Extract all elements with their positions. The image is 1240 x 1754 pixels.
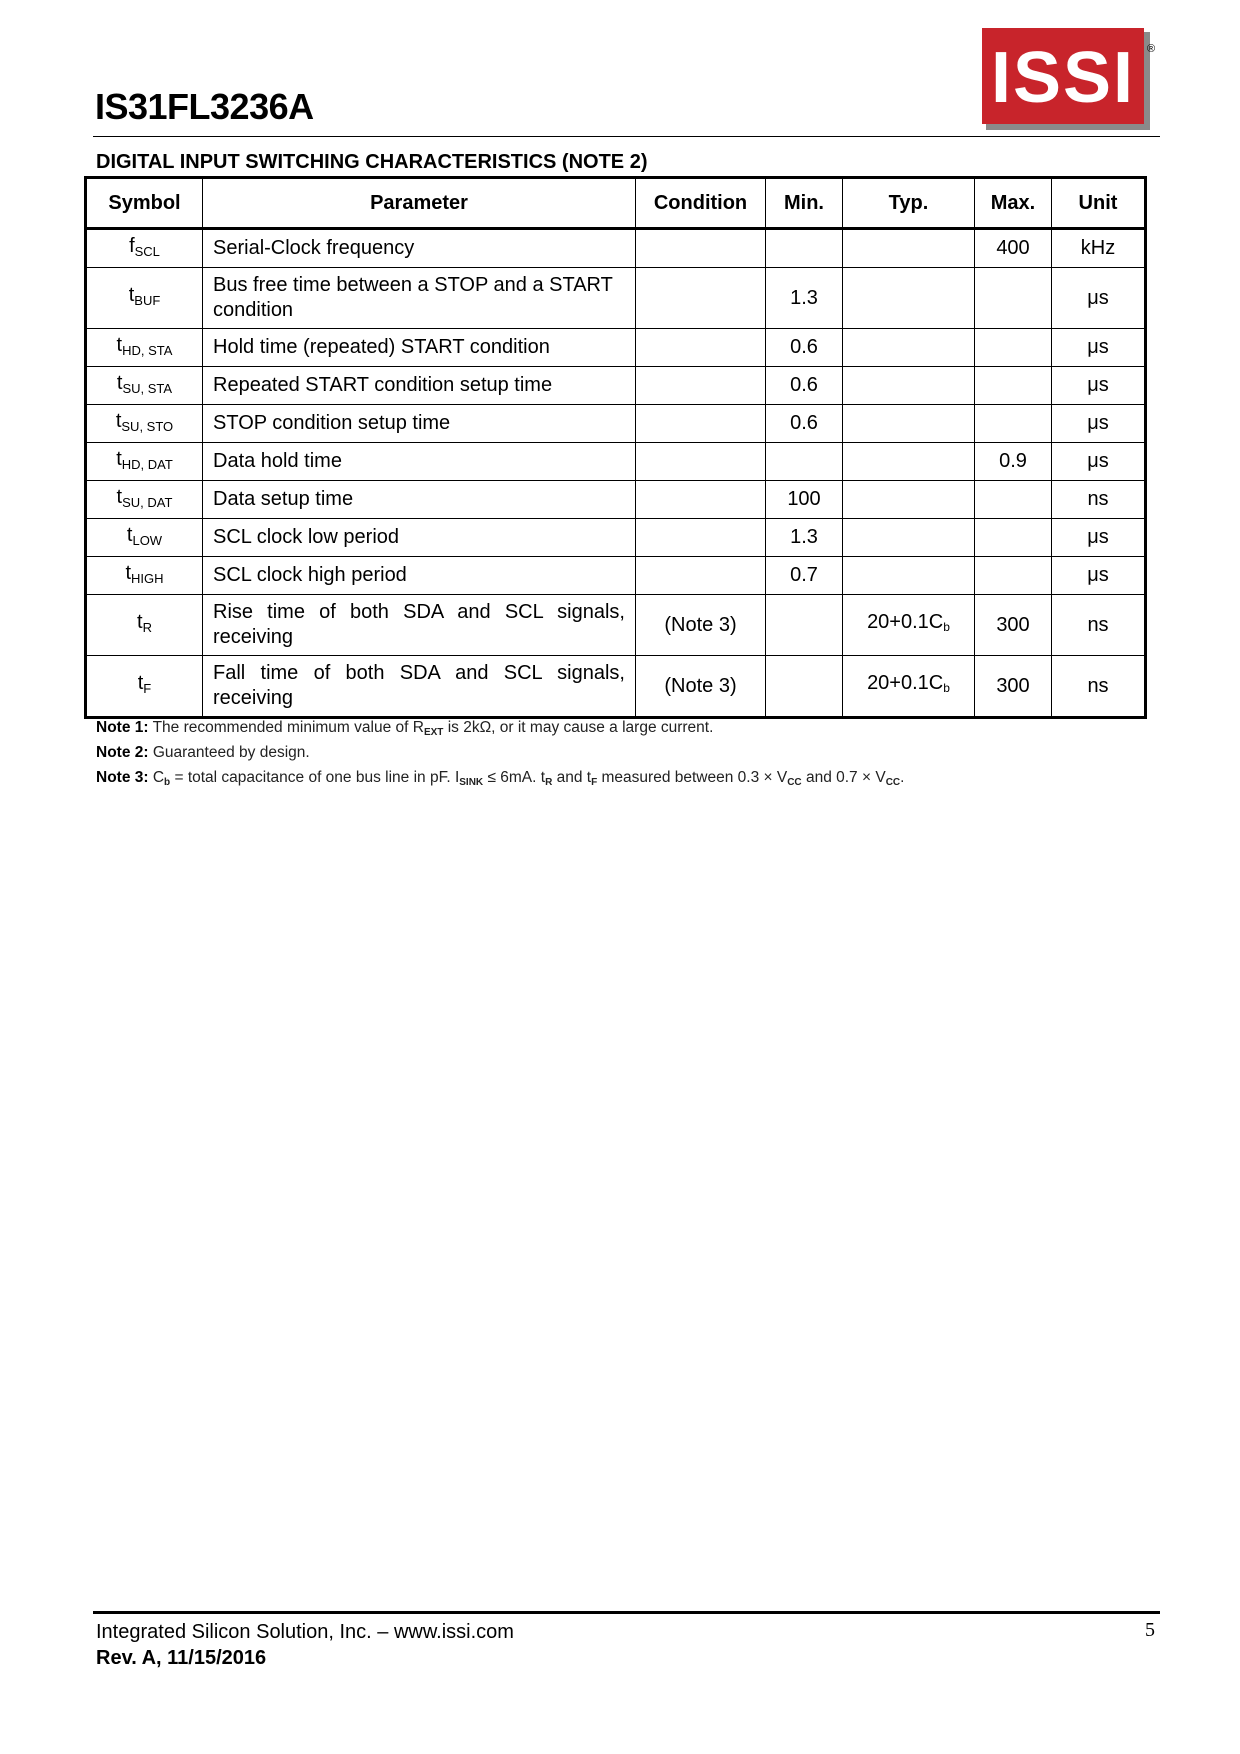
unit-cell: kHz — [1052, 229, 1146, 268]
max-cell — [975, 268, 1052, 329]
unit-cell: μs — [1052, 443, 1146, 481]
min-cell: 0.6 — [766, 329, 843, 367]
max-cell — [975, 557, 1052, 595]
max-cell — [975, 519, 1052, 557]
symbol-cell: $t_{BUF}$ — [86, 268, 203, 329]
unit-cell: μs — [1052, 519, 1146, 557]
unit-cell: μs — [1052, 367, 1146, 405]
footer-rule — [93, 1611, 1160, 1614]
typ-cell — [843, 519, 975, 557]
notes-section — [96, 715, 904, 790]
max-cell: 300 — [975, 595, 1052, 656]
table-row — [86, 519, 1146, 557]
condition-cell — [636, 268, 766, 329]
parameter-cell: SCL clock high period — [203, 557, 636, 595]
condition-cell — [636, 229, 766, 268]
min-cell: 100 — [766, 481, 843, 519]
min-cell — [766, 595, 843, 656]
condition-cell: (Note 3) — [636, 656, 766, 718]
header-rule — [93, 136, 1160, 137]
typ-cell — [843, 329, 975, 367]
parameter-cell: Data setup time — [203, 481, 636, 519]
typ-cell — [843, 367, 975, 405]
unit-cell: μs — [1052, 557, 1146, 595]
unit-cell: μs — [1052, 268, 1146, 329]
note-1: Note 1: The recommended minimum value of REXT is 2kΩ, or it may cause a large current. — [96, 719, 714, 738]
header-min: Min. — [766, 178, 843, 229]
header-max: Max. — [975, 178, 1052, 229]
symbol-cell: $t_R$ — [86, 595, 203, 656]
unit-cell: μs — [1052, 405, 1146, 443]
parameter-cell: STOP condition setup time — [203, 405, 636, 443]
typ-cell: 20+0.1Cb — [843, 595, 975, 656]
parameter-cell: Data hold time — [203, 443, 636, 481]
symbol-cell: $t_{LOW}$ — [86, 519, 203, 557]
symbol-cell: $t_{HIGH}$ — [86, 557, 203, 595]
parameter-cell: Bus free time between a STOP and a START condition — [203, 268, 636, 329]
typ-cell — [843, 229, 975, 268]
symbol-cell: $t_F$ — [86, 656, 203, 718]
typ-cell — [843, 405, 975, 443]
max-cell — [975, 329, 1052, 367]
document-title: IS31FL3236A — [95, 86, 314, 127]
parameter-cell: Serial-Clock frequency — [203, 229, 636, 268]
footer — [96, 1619, 514, 1671]
unit-cell: ns — [1052, 656, 1146, 718]
min-cell: 0.6 — [766, 405, 843, 443]
parameter-cell: Hold time (repeated) START condition — [203, 329, 636, 367]
symbol-cell: $t_{HD, DAT}$ — [86, 443, 203, 481]
max-cell — [975, 367, 1052, 405]
table-row — [86, 405, 1146, 443]
table-row — [86, 595, 1146, 656]
header-condition: Condition — [636, 178, 766, 229]
section-title: DIGITAL INPUT SWITCHING CHARACTERISTICS (NOTE 2) — [96, 151, 648, 173]
header-unit: Unit — [1052, 178, 1146, 229]
table-row — [86, 329, 1146, 367]
min-cell: 0.7 — [766, 557, 843, 595]
condition-cell: (Note 3) — [636, 595, 766, 656]
page-number: 5 — [1145, 1619, 1155, 1641]
typ-cell — [843, 557, 975, 595]
table-row — [86, 557, 1146, 595]
typ-cell — [843, 268, 975, 329]
max-cell — [975, 405, 1052, 443]
symbol-cell: $t_{SU, STO}$ — [86, 405, 203, 443]
condition-cell — [636, 405, 766, 443]
footer-revision: Rev. A, 11/15/2016 — [96, 1647, 267, 1669]
condition-cell — [636, 557, 766, 595]
table-row — [86, 481, 1146, 519]
max-cell: 400 — [975, 229, 1052, 268]
min-cell — [766, 443, 843, 481]
registered-mark: ® — [1147, 43, 1156, 55]
table-row — [86, 229, 1146, 268]
max-cell: 300 — [975, 656, 1052, 718]
parameter-cell: Repeated START condition setup time — [203, 367, 636, 405]
max-cell — [975, 481, 1052, 519]
symbol-cell: $t_{SU, DAT}$ — [86, 481, 203, 519]
header-parameter: Parameter — [203, 178, 636, 229]
switching-characteristics-table — [84, 176, 1147, 719]
condition-cell — [636, 367, 766, 405]
header-symbol: Symbol — [86, 178, 203, 229]
min-cell: 1.3 — [766, 519, 843, 557]
svg-text:ISSI: ISSI — [990, 38, 1136, 118]
note-2: Note 2: Guaranteed by design. — [96, 744, 310, 761]
parameter-cell: SCL clock low period — [203, 519, 636, 557]
header-typ: Typ. — [843, 178, 975, 229]
min-cell: 1.3 — [766, 268, 843, 329]
parameter-cell: Rise time of both SDA and SCL signals, receiving — [203, 595, 636, 656]
footer-company: Integrated Silicon Solution, Inc. – www.issi.com — [96, 1621, 514, 1643]
note-3: Note 3: Cb = total capacitance of one bus line in pF. ISINK ≤ 6mA. tR and tF measured between 0.3 × VCC and 0.7 × VCC. — [96, 769, 905, 788]
max-cell: 0.9 — [975, 443, 1052, 481]
typ-cell — [843, 443, 975, 481]
parameter-cell: Fall time of both SDA and SCL signals, receiving — [203, 656, 636, 718]
unit-cell: ns — [1052, 595, 1146, 656]
table-header-row — [86, 178, 1146, 229]
min-cell — [766, 656, 843, 718]
issi-logo — [982, 28, 1150, 130]
unit-cell: μs — [1052, 329, 1146, 367]
condition-cell — [636, 481, 766, 519]
typ-cell — [843, 481, 975, 519]
symbol-cell: $t_{SU, STA}$ — [86, 367, 203, 405]
table-row — [86, 367, 1146, 405]
table-row — [86, 268, 1146, 329]
min-cell — [766, 229, 843, 268]
min-cell: 0.6 — [766, 367, 843, 405]
condition-cell — [636, 443, 766, 481]
typ-cell: 20+0.1Cb — [843, 656, 975, 718]
unit-cell: ns — [1052, 481, 1146, 519]
symbol-cell: $t_{HD, STA}$ — [86, 329, 203, 367]
condition-cell — [636, 329, 766, 367]
table-row — [86, 656, 1146, 718]
symbol-cell: $f_{SCL}$ — [86, 229, 203, 268]
condition-cell — [636, 519, 766, 557]
table-row — [86, 443, 1146, 481]
